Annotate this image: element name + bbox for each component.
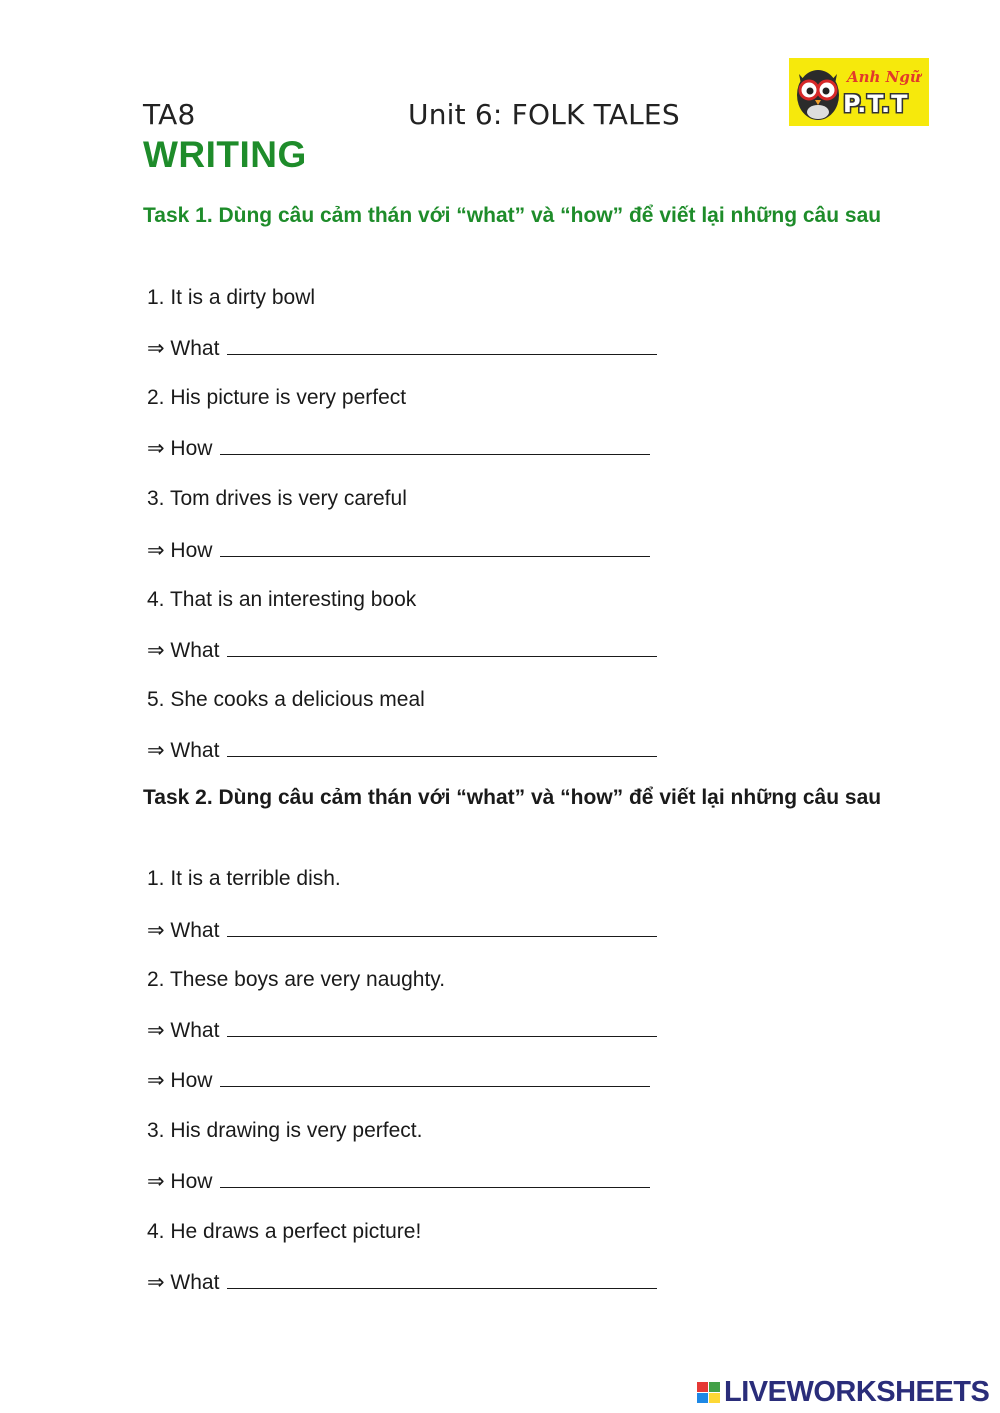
answer-blank[interactable] [220,538,650,557]
answer-blank[interactable] [227,918,657,937]
task1-heading: Task 1. Dùng câu cảm thán với “what” và “how” để viết lại những câu sau [143,204,882,227]
task2-question-3: 3. His drawing is very perfect. [147,1119,423,1142]
task1-question-1: 1. It is a dirty bowl [147,286,316,309]
task1-question-3: 3. Tom drives is very careful [147,487,407,510]
task1-question-4: 4. That is an interesting book [147,588,417,611]
school-logo [789,58,929,126]
answer-blank[interactable] [227,738,657,757]
course-code: TA8 [143,98,196,131]
answer-blank[interactable] [220,436,650,455]
logo-subtext: Anh Ngữ [847,68,921,86]
task2-answer-4[interactable]: ⇒ What [147,1270,657,1295]
task2-heading: Task 2. Dùng câu cảm thán với “what” và “how” để viết lại những câu sau [143,786,882,809]
task1-answer-5[interactable]: ⇒ What [147,738,657,763]
task2-question-1: 1. It is a terrible dish. [147,867,341,890]
owl-icon [793,62,843,122]
task2-question-4: 4. He draws a perfect picture! [147,1220,422,1243]
task2-answer-3[interactable]: ⇒ How [147,1169,650,1194]
logo-text: P.T.T [843,90,909,118]
answer-blank[interactable] [220,1068,650,1087]
answer-blank[interactable] [220,1169,650,1188]
answer-blank[interactable] [227,336,657,355]
task2-answer-2a[interactable]: ⇒ What [147,1018,657,1043]
page-title: WRITING [143,134,307,175]
unit-title: Unit 6: FOLK TALES [408,98,680,131]
task1-answer-2[interactable]: ⇒ How [147,436,650,461]
task1-question-2: 2. His picture is very perfect [147,386,407,409]
footer-brand: LIVEWORKSHEETS [724,1376,990,1408]
task1-answer-3[interactable]: ⇒ How [147,538,650,563]
task1-answer-1[interactable]: ⇒ What [147,336,657,361]
task2-answer-1[interactable]: ⇒ What [147,918,657,943]
task2-question-2: 2. These boys are very naughty. [147,968,446,991]
task1-question-5: 5. She cooks a delicious meal [147,688,425,711]
answer-blank[interactable] [227,1018,657,1037]
task1-answer-4[interactable]: ⇒ What [147,638,657,663]
answer-blank[interactable] [227,1270,657,1289]
blocks-icon [697,1382,721,1404]
answer-blank[interactable] [227,638,657,657]
task2-answer-2b[interactable]: ⇒ How [147,1068,650,1093]
